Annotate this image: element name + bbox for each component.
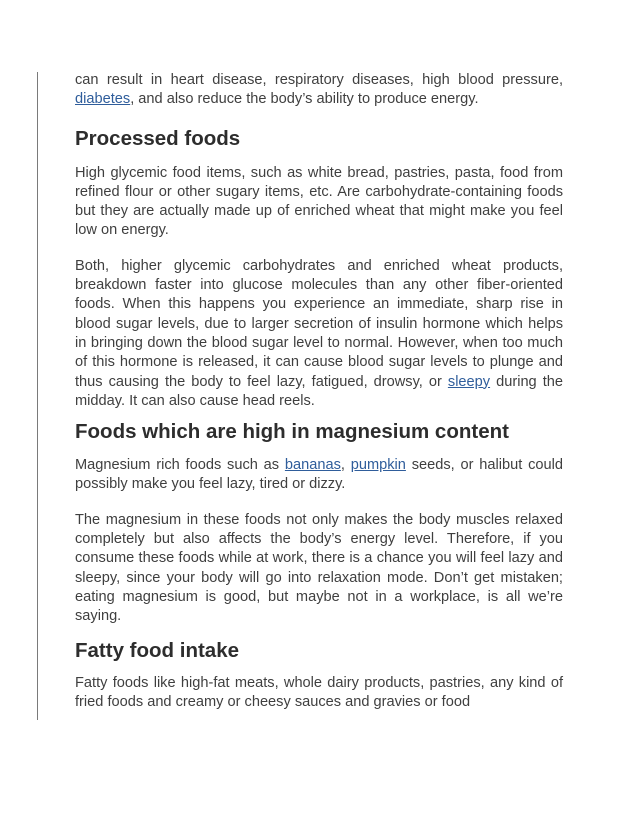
processed-foods-paragraph-2	[75, 257, 563, 411]
magnesium-heading: Foods which are high in magnesium content	[75, 420, 509, 444]
intro-text-b: , and also reduce the body’s ability to produce energy.	[130, 91, 479, 108]
document-body	[75, 71, 563, 712]
processed-p2-text-b: during the midday. It can also cause head reels.	[75, 373, 563, 409]
processed-foods-paragraph-1: High glycemic food items, such as white bread, pastries, pasta, food from refined flour or other sugary items, etc. Are carbohydrate-containing foods but they are actually made up of enriched wheat that might make you feel low on energy.	[75, 164, 563, 239]
diabetes-link[interactable]: diabetes	[75, 91, 131, 108]
page-margin-rule	[37, 72, 38, 720]
fatty-food-heading: Fatty food intake	[75, 638, 240, 662]
pumpkin-link[interactable]: pumpkin	[350, 457, 406, 474]
magnesium-paragraph-1	[75, 456, 563, 495]
magnesium-p1-text-a: Magnesium rich foods such as	[75, 457, 285, 474]
processed-p2-text-a: Both, higher glycemic carbohydrates and enriched wheat products, breakdown faster into glucose molecules than any other fiber-oriented foods. When this happens you experience an immediate, sharp rise in blood sugar levels, due to larger secretion of insulin hormone which helps in bringing down the blood sugar level to normal. However, when too much of this hormone is released, it can cause blood sugar levels to plunge and thus causing the body to feel lazy, fatigued, drowsy, or	[75, 257, 563, 390]
magnesium-p1-separator: ,	[340, 457, 351, 474]
processed-foods-heading: Processed foods	[75, 126, 241, 150]
magnesium-paragraph-2: The magnesium in these foods not only makes the body muscles relaxed completely but also affects the body’s energy level. Therefore, if you consume these foods while at work, there is a chance you will feel lazy and sleepy, since your body will go into relaxation mode. Don’t get mistaken; eating magnesium is good, but maybe not in a workplace, is all we’re saying.	[75, 511, 563, 625]
sleepy-link[interactable]: sleepy	[447, 373, 491, 390]
magnesium-p1-text-b: seeds, or halibut could possibly make you feel lazy, tired or dizzy.	[75, 457, 563, 493]
fatty-food-paragraph-1: Fatty foods like high-fat meats, whole dairy products, pastries, any kind of fried foods and creamy or cheesy sauces and gravies or food	[75, 674, 563, 710]
bananas-link[interactable]: bananas	[284, 457, 341, 474]
intro-text-a: can result in heart disease, respiratory diseases, high blood pressure,	[75, 72, 563, 88]
intro-paragraph	[75, 71, 563, 110]
